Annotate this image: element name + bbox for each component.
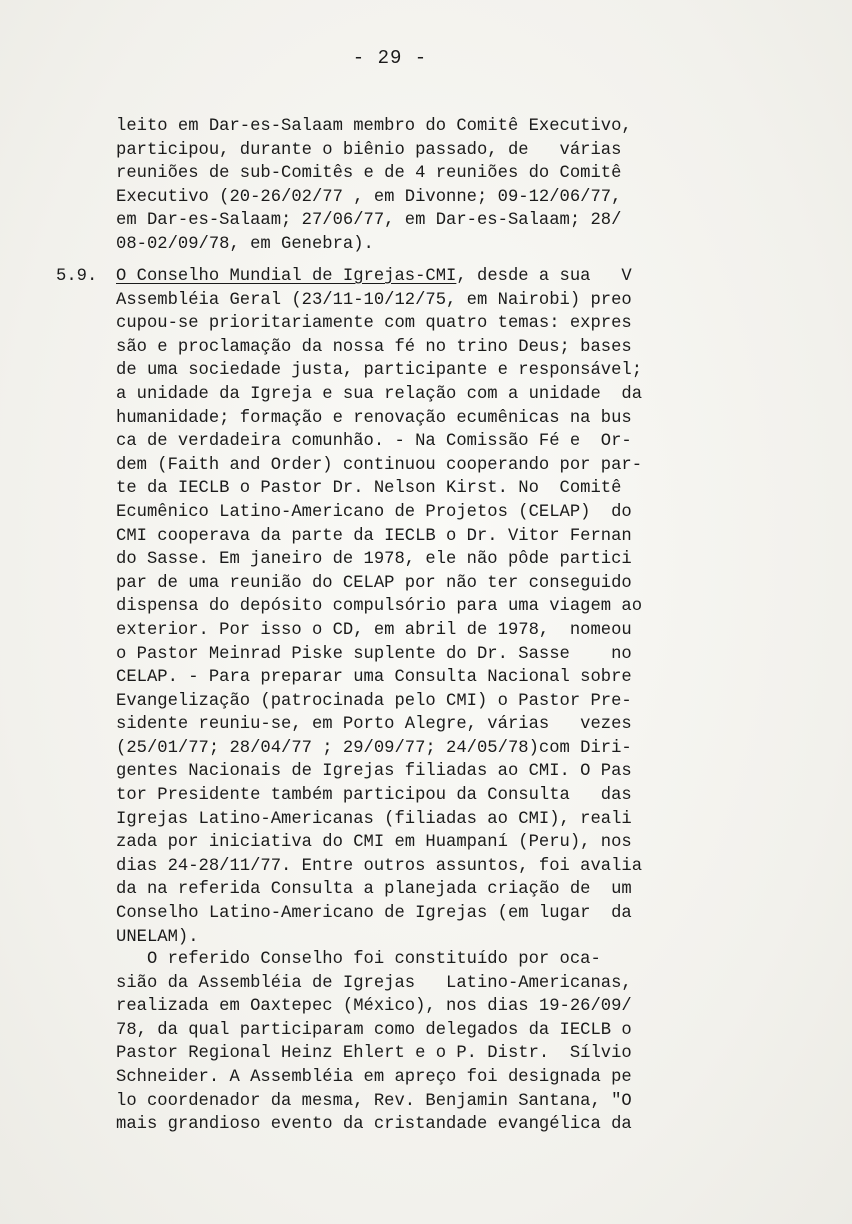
text-line: Assembléia Geral (23/11-10/12/75, em Nairobi) preo — [116, 290, 632, 310]
text-line: tor Presidente também participou da Consulta das — [116, 786, 632, 806]
section-paragraph — [116, 265, 676, 949]
text-line: dispensa do depósito compulsório para uma viagem ao — [116, 597, 643, 617]
text-line: Conselho Latino-Americano de Igrejas (em lugar da — [116, 904, 632, 924]
text-line: Schneider. A Assembléia em apreço foi designada pe — [116, 1067, 632, 1087]
section-heading: O Conselho Mundial de Igrejas-CMI — [116, 267, 457, 286]
text-line: par de uma reunião do CELAP por não ter conseguido — [116, 573, 632, 593]
text-line: gentes Nacionais de Igrejas filiadas ao CMI. O Pas — [116, 762, 632, 782]
text-line: O referido Conselho foi constituído por oca- — [116, 950, 601, 969]
text-line: te da IECLB o Pastor Dr. Nelson Kirst. No Comitê — [116, 479, 622, 499]
text-line: (25/01/77; 28/04/77 ; 29/09/77; 24/05/78)com Diri- — [116, 738, 632, 758]
text-line: do Sasse. Em janeiro de 1978, ele não pôde partici — [116, 550, 632, 570]
text-line: são e proclamação da nossa fé no trino Deus; bases — [116, 337, 632, 357]
paragraph-conselho — [116, 948, 676, 1137]
text-line: Pastor Regional Heinz Ehlert e o P. Distr. Sílvio — [116, 1044, 632, 1064]
text-line: exterior. Por isso o CD, em abril de 1978, nomeou — [116, 620, 632, 640]
section-number: 5.9. — [56, 267, 98, 286]
text-line: leito em Dar-es-Salaam membro do Comitê Executivo, — [116, 117, 632, 136]
text-line-rest: , desde a sua V — [456, 267, 632, 286]
text-line: de uma sociedade justa, participante e responsável; — [116, 361, 643, 381]
text-line: sião da Assembléia de Igrejas Latino-Americanas, — [116, 973, 632, 993]
text-line: reuniões de sub-Comitês e de 4 reuniões do Comitê — [116, 164, 622, 184]
text-line: Evangelização (patrocinada pelo CMI) o Pastor Pre- — [116, 691, 632, 711]
text-line: 78, da qual participaram como delegados da IECLB o — [116, 1020, 632, 1040]
text-line: 08-02/09/78, em Genebra). — [116, 234, 374, 254]
text-line — [116, 265, 676, 289]
page-number: - 29 - — [352, 47, 428, 69]
text-line: sidente reuniu-se, em Porto Alegre, várias vezes — [116, 715, 632, 735]
text-line: UNELAM). — [116, 927, 199, 947]
text-line: Igrejas Latino-Americanas (filiadas ao CMI), reali — [116, 809, 632, 829]
text-line: CMI cooperava da parte da IECLB o Dr. Vitor Fernan — [116, 526, 632, 546]
text-line: zada por iniciativa do CMI em Huampaní (Peru), nos — [116, 833, 632, 853]
text-line: lo coordenador da mesma, Rev. Benjamin Santana, "O — [116, 1091, 632, 1111]
text-line: da na referida Consulta a planejada criação de um — [116, 880, 632, 900]
text-line: Executivo (20-26/02/77 , em Divonne; 09-12/06/77, — [116, 187, 622, 207]
text-line: humanidade; formação e renovação ecumênicas na bus — [116, 408, 632, 428]
text-line: participou, durante o biênio passado, de várias — [116, 140, 622, 160]
text-line: realizada em Oaxtepec (México), nos dias 19-26/09/ — [116, 997, 632, 1017]
text-line: cupou-se prioritariamente com quatro temas: expres — [116, 314, 632, 334]
text-line: dias 24-28/11/77. Entre outros assuntos, foi avalia — [116, 856, 643, 876]
paragraph-continuation — [116, 115, 676, 257]
text-line: Ecumênico Latino-Americano de Projetos (CELAP) do — [116, 502, 632, 522]
text-line: ca de verdadeira comunhão. - Na Comissão Fé e Or- — [116, 432, 632, 452]
text-line: em Dar-es-Salaam; 27/06/77, em Dar-es-Salaam; 28/ — [116, 211, 622, 231]
text-line: o Pastor Meinrad Piske suplente do Dr. Sasse no — [116, 644, 632, 664]
text-line: CELAP. - Para preparar uma Consulta Nacional sobre — [116, 668, 632, 688]
text-line: dem (Faith and Order) continuou cooperando por par- — [116, 455, 643, 475]
text-line: mais grandioso evento da cristandade evangélica da — [116, 1115, 632, 1135]
text-line: a unidade da Igreja e sua relação com a unidade da — [116, 384, 643, 404]
